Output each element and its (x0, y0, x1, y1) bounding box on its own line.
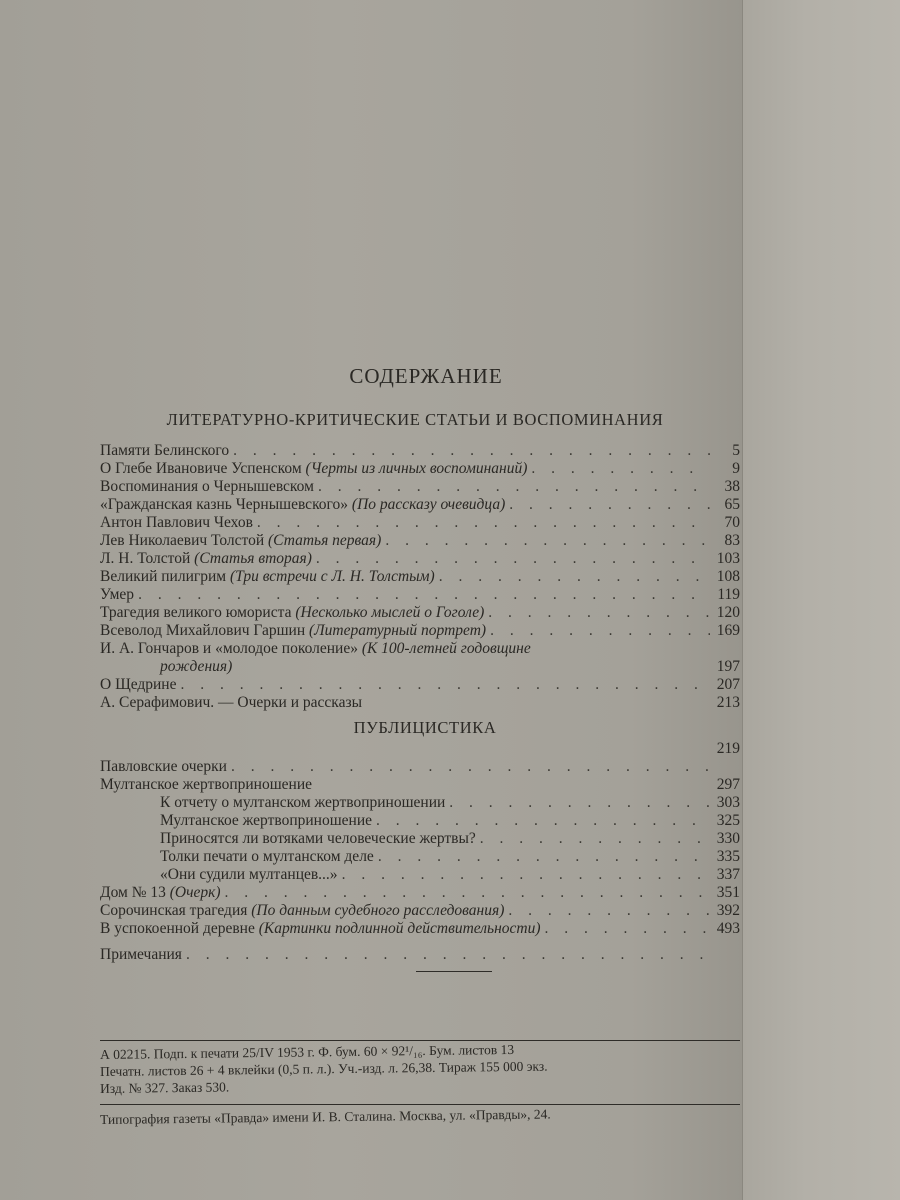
toc-entry (160, 830, 740, 848)
toc-entry-title (100, 902, 504, 920)
toc-page-number: 197 (716, 658, 740, 675)
toc-entry-main-title: «Гражданская казнь Чернышевского» (100, 496, 352, 513)
toc-page-number: 493 (716, 920, 740, 937)
dot-leader (316, 550, 710, 568)
dot-leader (318, 478, 710, 496)
toc-entry-title (100, 640, 531, 658)
imprint-line: Печатн. листов 26 + 4 вклейки (0,5 п. л.). Уч.-изд. л. 26,38. Тираж 155 000 экз. (100, 1058, 548, 1079)
toc-entry-main-title: Великий пилигрим (100, 568, 230, 585)
dot-leader (449, 794, 710, 812)
toc-entry-main-title: Антон Павлович Чехов (100, 514, 253, 531)
toc-entry-subtitle: (Три встречи с Л. Н. Толстым) (229, 568, 435, 585)
dot-leader (257, 514, 710, 532)
toc-entry (100, 586, 740, 604)
toc-entry-subtitle: (Литературный портрет) (309, 622, 487, 639)
toc-page-number: 103 (716, 550, 740, 567)
toc-entry-main-title: Воспоминания о Чернышевском (100, 478, 314, 495)
toc-entry-subtitle: (Черты из личных воспоминаний) (305, 460, 528, 477)
toc-entry-title (100, 622, 486, 640)
toc-entry (160, 658, 740, 676)
toc-entry (100, 640, 740, 658)
toc-entry-main-title: К отчету о мултанском жертвоприношении (160, 794, 446, 811)
toc-entry (100, 460, 740, 478)
toc-page-number: 207 (716, 676, 740, 693)
toc-entry (100, 604, 740, 622)
dot-leader (508, 902, 710, 920)
toc-entry-title (100, 532, 381, 550)
toc-page-number: 351 (716, 884, 740, 901)
imprint-line: А 02215. Подп. к печати 25/IV 1953 г. Ф. бум. 60 × 92¹/₁₆. Бум. листов 13 (100, 1041, 515, 1062)
toc-page-number: 120 (716, 604, 740, 621)
dot-leader (342, 866, 710, 884)
toc-entry (100, 902, 740, 920)
toc-page-number: 83 (724, 532, 740, 549)
toc-entry (100, 514, 740, 532)
toc-page-number: 119 (717, 586, 740, 603)
dot-leader (488, 604, 710, 622)
toc-title: СОДЕРЖАНИЕ (349, 364, 503, 388)
toc-page-number: 219 (716, 740, 740, 757)
toc-page-number: 108 (716, 568, 740, 585)
toc-entry-main-title: Толки печати о мултанском деле (160, 848, 374, 865)
toc-page-number: 65 (724, 496, 740, 513)
toc-page-number: 335 (716, 848, 740, 865)
toc-entry-subtitle: рождения) (160, 658, 233, 675)
dot-leader (509, 496, 710, 514)
toc-entry-subtitle: (Очерк) (169, 884, 221, 901)
toc-entry (100, 884, 740, 902)
toc-entry-main-title: Лев Николаевич Толстой (100, 532, 268, 549)
toc-entry-subtitle: (По данным судебного расследования) (251, 902, 505, 919)
toc-page-number: 297 (716, 776, 740, 793)
toc-entry-subtitle: (Несколько мыслей о Гоголе) (295, 604, 485, 621)
toc-entry-title (100, 550, 312, 568)
toc-page-number: 337 (716, 866, 740, 883)
toc-entry-title (100, 568, 435, 586)
toc-entry-title (160, 848, 374, 866)
toc-page-number: 9 (732, 460, 740, 477)
toc-entry (100, 946, 740, 964)
toc-entry (160, 794, 740, 812)
toc-entry-title (160, 866, 338, 884)
toc-entry-title (100, 496, 505, 514)
toc-entry-title (100, 586, 134, 604)
toc-entry-title (100, 676, 177, 694)
dot-leader (531, 460, 710, 478)
toc-page-number: 70 (724, 514, 740, 531)
toc-entry (100, 496, 740, 514)
toc-entry (100, 442, 740, 460)
dot-leader (480, 830, 710, 848)
toc-entry (100, 694, 740, 712)
section-heading-publicism: ПУБЛИЦИСТИКА (353, 718, 497, 737)
toc-page-number: 303 (716, 794, 740, 811)
toc-entry-subtitle: (Статья первая) (268, 532, 382, 549)
toc-entry-main-title: О Глебе Ивановиче Успенском (100, 460, 306, 477)
toc-entry-title (160, 812, 372, 830)
toc-entry-main-title: В успокоенной деревне (100, 920, 259, 937)
toc-entry (160, 848, 740, 866)
imprint-line: Изд. № 327. Заказ 530. (100, 1079, 230, 1096)
toc-entry (160, 866, 740, 884)
toc-entry-subtitle: (Картинки подлинной действительности) (258, 920, 541, 937)
toc-page-number: 325 (716, 812, 740, 829)
toc-entry-title (100, 946, 182, 964)
dot-leader (225, 884, 710, 902)
toc-entry (100, 920, 740, 938)
toc-page-number: 392 (716, 902, 740, 919)
toc-entry (100, 568, 740, 586)
toc-entry-title (160, 794, 445, 812)
toc-entry-main-title: Трагедия великого юмориста (100, 604, 296, 621)
toc-entry-main-title: Мултанское жертвоприношение (160, 812, 372, 829)
dot-leader (376, 812, 710, 830)
toc-entry-main-title: Умер (100, 586, 135, 603)
toc-entry-main-title: Примечания (100, 946, 182, 963)
section-heading-critical: ЛИТЕРАТУРНО-КРИТИЧЕСКИЕ СТАТЬИ И ВОСПОМИНАНИЯ (166, 410, 664, 429)
next-page-edge (742, 0, 900, 1200)
toc-entry-subtitle: (К 100-летней годовщине (361, 640, 531, 657)
end-rule (416, 971, 492, 972)
toc-entry-main-title: Мултанское жертвоприношение (100, 776, 312, 793)
dot-leader (378, 848, 710, 866)
toc-entry-title (160, 658, 232, 676)
toc-entry-main-title: Павловские очерки (100, 758, 227, 775)
dot-leader (181, 676, 711, 694)
toc-entry-subtitle: (По рассказу очевидца) (351, 496, 506, 513)
dot-leader (233, 442, 710, 460)
toc-entry-title (100, 758, 227, 776)
toc-entry (100, 740, 740, 758)
toc-entry-main-title: Л. Н. Толстой (100, 550, 195, 567)
toc-entry-main-title: Сорочинская трагедия (100, 902, 252, 919)
toc-entry-title (100, 694, 362, 712)
toc-entry (100, 622, 740, 640)
toc-entry-main-title: И. А. Гончаров и «молодое поколение» (100, 640, 362, 657)
dot-leader (490, 622, 710, 640)
toc-entry-title (100, 920, 541, 938)
toc-entry (100, 776, 740, 794)
toc-entry-title (160, 830, 476, 848)
toc-entry-main-title: Всеволод Михайлович Гаршин (100, 622, 310, 639)
toc-entry (160, 812, 740, 830)
toc-entry-title (100, 514, 253, 532)
toc-page-number: 213 (716, 694, 740, 711)
dot-leader (231, 758, 710, 776)
toc-entry (100, 676, 740, 694)
toc-entry-title (100, 884, 221, 902)
toc-page-number: 330 (716, 830, 740, 847)
toc-entry-main-title: О Щедрине (100, 676, 177, 693)
toc-entry-main-title: Памяти Белинского (100, 442, 230, 459)
toc-entry-title (100, 776, 312, 794)
dot-leader (545, 920, 710, 938)
toc-entry-main-title: «Они судили мултанцев...» (160, 866, 338, 883)
toc-page-number: 5 (732, 442, 740, 459)
dot-leader (385, 532, 710, 550)
dot-leader (439, 568, 710, 586)
printer-line: Типография газеты «Правда» имени И. В. Сталина. Москва, ул. «Правды», 24. (100, 1106, 551, 1127)
toc-page-number: 38 (724, 478, 740, 495)
toc-entry (100, 478, 740, 496)
toc-entry-title (100, 442, 229, 460)
toc-entry-title (100, 478, 314, 496)
dot-leader (186, 946, 710, 964)
toc-entry-main-title: Приносятся ли вотяками человеческие жертвы? (160, 830, 476, 847)
dot-leader (138, 586, 710, 604)
toc-entry (100, 532, 740, 550)
toc-entry-main-title: Дом № 13 (100, 884, 170, 901)
toc-entry (100, 550, 740, 568)
toc-page-number: 169 (716, 622, 740, 639)
toc-entry (100, 758, 740, 776)
toc-entry-title (100, 460, 527, 478)
toc-entry-title (100, 604, 484, 622)
toc-entry-subtitle: (Статья вторая) (194, 550, 312, 567)
toc-entry-main-title: А. Серафимович. — Очерки и рассказы (100, 694, 363, 711)
